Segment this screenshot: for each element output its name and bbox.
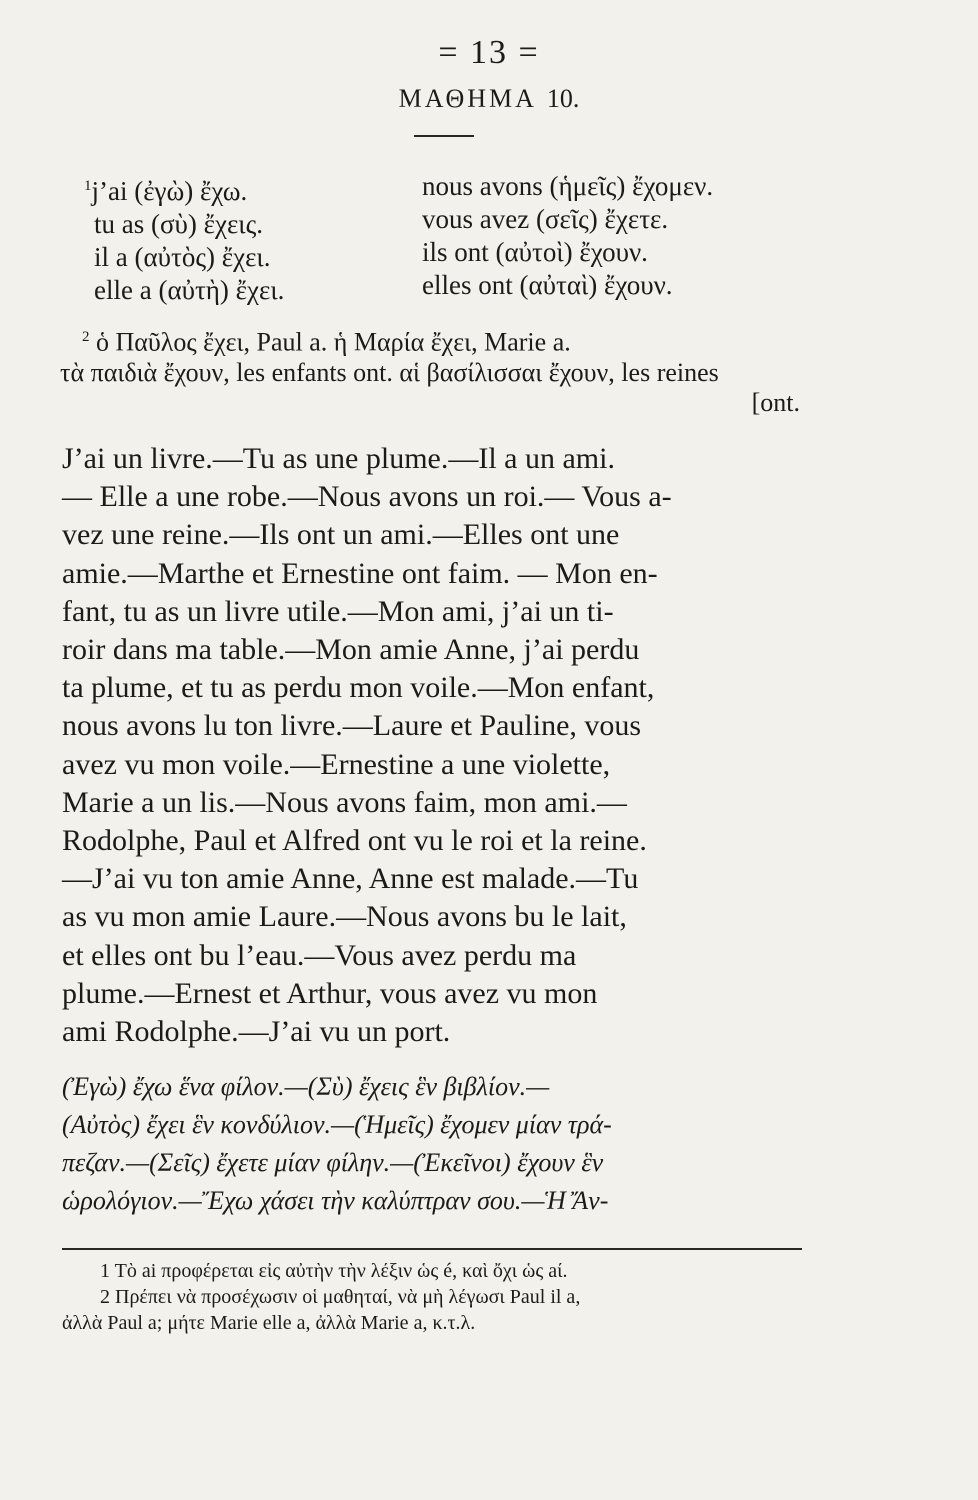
text-line: (Αὐτὸς) ἔχει ἓν κονδύλιον.—(Ἡμεῖς) ἔχομεν μίαν τρά- bbox=[62, 1110, 612, 1139]
text-line: fant, tu as un livre utile.—Mon ami, j’ai un ti- bbox=[62, 594, 614, 628]
text-line: Rodolphe, Paul et Alfred ont vu le roi et la reine. bbox=[62, 824, 647, 858]
conjugation-row: elles ont (αὐταὶ) ἔχουν. bbox=[422, 270, 673, 300]
footnote: 1 Τὸ ai προφέρεται εἰς αὐτὴν τὴν λέξιν ὡς é, καὶ ὄχι ὡς aί. bbox=[100, 1260, 568, 1282]
note-2 bbox=[60, 322, 800, 418]
footnote-marker: 1 bbox=[84, 178, 92, 194]
text-line: roir dans ma table.—Mon amie Anne, j’ai perdu bbox=[62, 633, 640, 667]
text-line: plume.—Ernest et Arthur, vous avez vu mon bbox=[62, 976, 598, 1010]
text-line: — Elle a une robe.—Nous avons un roi.— Vous a- bbox=[62, 480, 672, 514]
lesson-number: 10. bbox=[546, 84, 580, 113]
text-line: avez vu mon voile.—Ernestine a une violette, bbox=[62, 747, 611, 781]
footnotes bbox=[62, 1258, 802, 1336]
conjugation-row: ils ont (αὐτοὶ) ἔχουν. bbox=[422, 237, 648, 267]
conjugation-row: il a (αὐτὸς) ἔχει. bbox=[94, 242, 271, 272]
text-line: ami Rodolphe.—J’ai vu un port. bbox=[62, 1015, 451, 1049]
footnote: ἀλλὰ Paul a; μήτε Marie elle a, ἀλλὰ Marie a, κ.τ.λ. bbox=[62, 1312, 476, 1334]
lesson-heading bbox=[0, 84, 978, 114]
conjugation-row: $^1$j’ai (ἐγὼ) ἔχω. bbox=[84, 176, 248, 206]
footnote-marker: 2 bbox=[82, 329, 90, 345]
text-line: et elles ont bu l’eau.—Vous avez perdu ma bbox=[62, 938, 577, 972]
conjugation-plural bbox=[422, 170, 713, 302]
text-line: J’ai un livre.—Tu as une plume.—Il a un ami. bbox=[62, 442, 615, 475]
footnote: 2 Πρέπει νὰ προσέχωσιν οἱ μαθηταί, νὰ μὴ λέγωσι Paul il a, bbox=[100, 1286, 581, 1308]
french-exercise bbox=[62, 440, 802, 1051]
note-line: τὰ παιδιὰ ἔχουν, les enfants ont. αἱ βασίλισσαι ἔχουν, les reines bbox=[60, 357, 719, 387]
text-line: (Ἐγὼ) ἔχω ἕνα φίλον.—(Σὺ) ἔχεις ἓν βιβλίον.— bbox=[62, 1072, 550, 1101]
text-line: —J’ai vu ton amie Anne, Anne est malade.—Tu bbox=[62, 862, 639, 896]
text-line: vez une reine.—Ils ont un ami.—Elles ont une bbox=[62, 518, 620, 552]
conjugation-row: nous avons (ἡμεῖς) ἔχομεν. bbox=[422, 171, 714, 201]
text-line: amie.—Marthe et Ernestine ont faim. — Mon en- bbox=[62, 556, 658, 590]
text-line: ὡρολόγιον.—Ἔχω χάσει τὴν καλύπτραν σου.—Ἡ Ἄν- bbox=[62, 1186, 609, 1215]
conjugation-row: vous avez (σεῖς) ἔχετε. bbox=[422, 204, 669, 234]
note-line: $^2$ ὁ Παῦλος ἔχει, Paul a. ἡ Μαρία ἔχει, Marie a. bbox=[82, 327, 571, 357]
conjugation-singular bbox=[84, 170, 284, 307]
greek-exercise bbox=[62, 1068, 802, 1220]
text-line: Marie a un lis.—Nous avons faim, mon ami.— bbox=[62, 785, 627, 819]
text-line: as vu mon amie Laure.—Nous avons bu le lait, bbox=[62, 900, 627, 934]
conjugation-row: tu as (σὺ) ἔχεις. bbox=[94, 209, 264, 239]
lesson-title: ΜΑΘΗΜΑ bbox=[398, 84, 537, 113]
conjugation-row: elle a (αὐτὴ) ἔχει. bbox=[94, 275, 285, 305]
text-line: nous avons lu ton livre.—Laure et Pauline, vous bbox=[62, 709, 642, 743]
note-line: [ont. bbox=[751, 387, 800, 417]
text-line: ta plume, et tu as perdu mon voile.—Mon enfant, bbox=[62, 671, 655, 705]
footnote-rule bbox=[62, 1248, 802, 1250]
heading-rule bbox=[414, 135, 474, 137]
page-number: = 13 = bbox=[438, 34, 540, 71]
text-line: πεζαν.—(Σεῖς) ἔχετε μίαν φίλην.—(Ἐκεῖνοι) ἔχουν ἓν bbox=[62, 1148, 604, 1177]
